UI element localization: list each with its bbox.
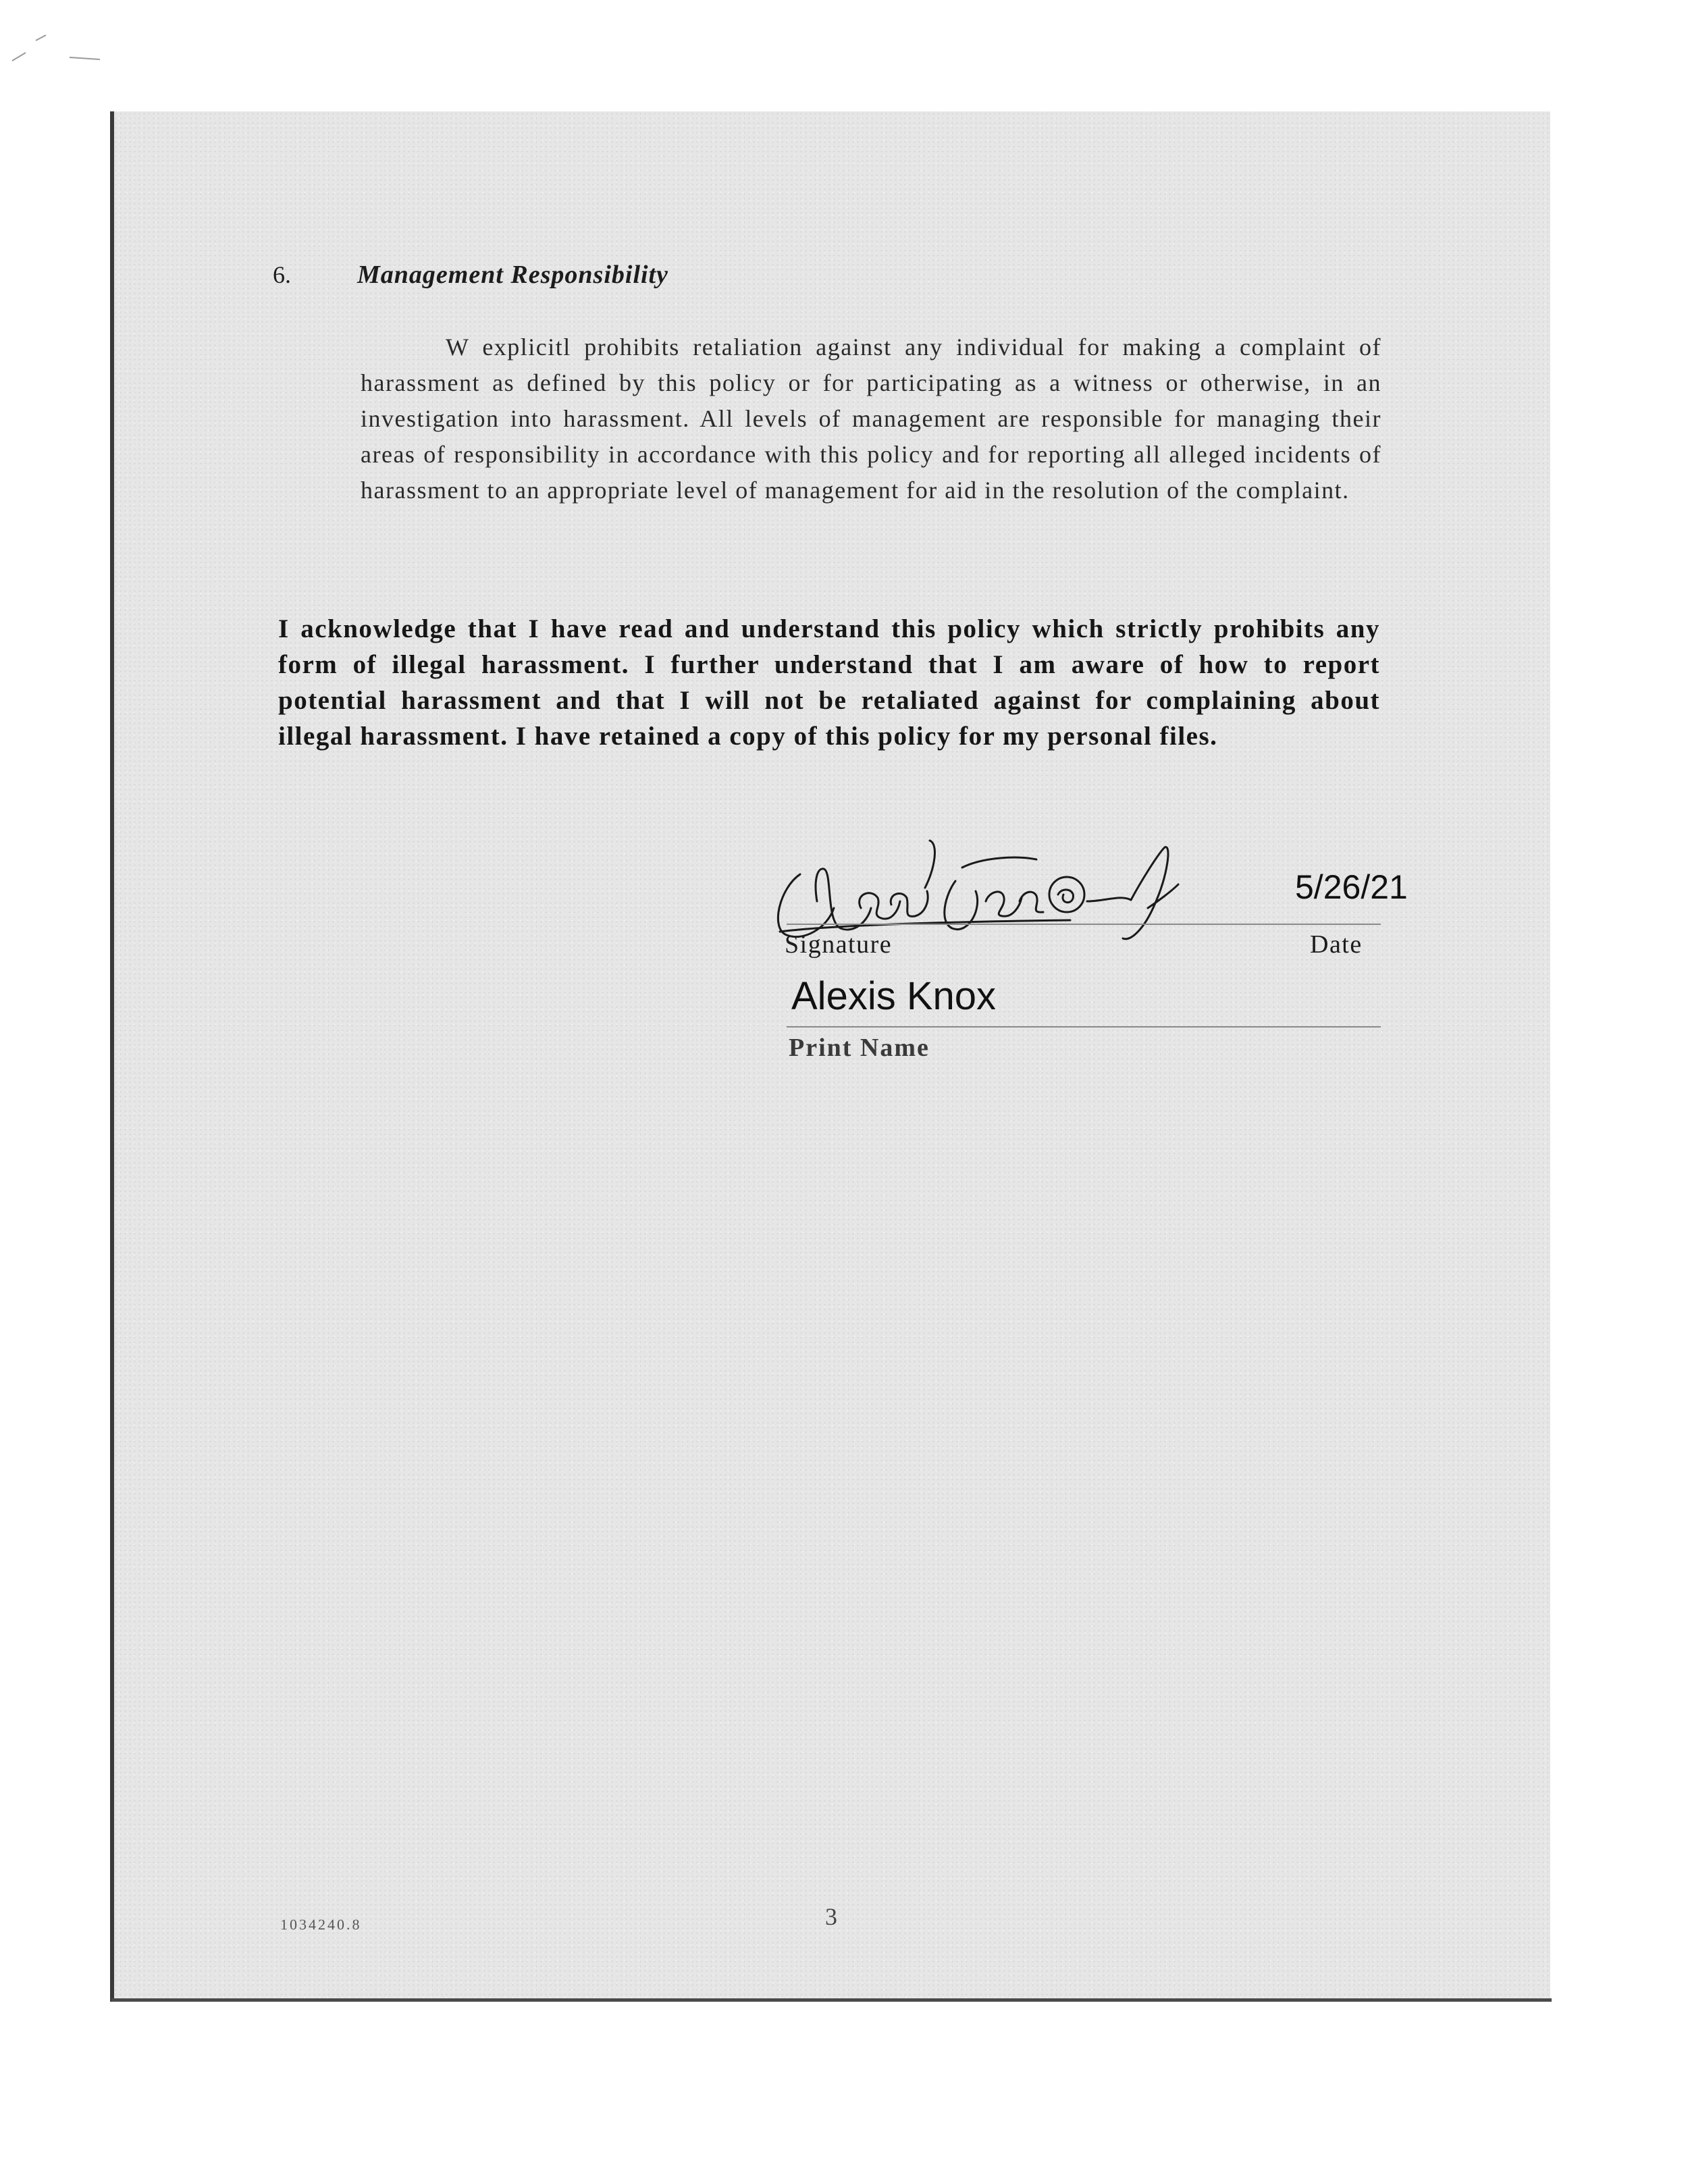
acknowledgment-paragraph: I acknowledge that I have read and understand this policy which strictly prohibits any form of illegal harassment. I further understand that I am aware of how to report potential harassment and that I will not be retaliated against for complaining about illegal harassment. I have retained a copy of this policy for my personal files. (278, 614, 1380, 751)
date-value: 5/26/21 (1295, 868, 1408, 906)
document-number: 1034240.8 (280, 1916, 362, 1933)
print-name-line (787, 1026, 1381, 1028)
section-title: Management Responsibility (357, 261, 668, 289)
signature-label: Signature (785, 930, 893, 959)
print-name-value: Alexis Knox (791, 974, 997, 1018)
print-name-label: Print Name (789, 1034, 930, 1062)
corner-mark (5, 20, 107, 74)
page-number: 3 (825, 1903, 837, 1930)
signature-line (787, 924, 1381, 925)
scan-left-edge (110, 111, 114, 2002)
date-label: Date (1310, 930, 1363, 959)
section-heading (273, 260, 668, 290)
management-responsibility-paragraph: W explicitl prohibits retaliation against any individual for making a complaint of harassment as defined by this policy or for participating as a witness or otherwise, in an investigation into harassment. All levels of management are responsible for managing their areas of responsibility in accordance with this policy and for reporting all alleged incidents of harassment to an appropriate level of management for aid in the resolution of the complaint. (361, 334, 1381, 504)
scan-bottom-edge (111, 1998, 1552, 2002)
section-number: 6. (273, 261, 291, 288)
